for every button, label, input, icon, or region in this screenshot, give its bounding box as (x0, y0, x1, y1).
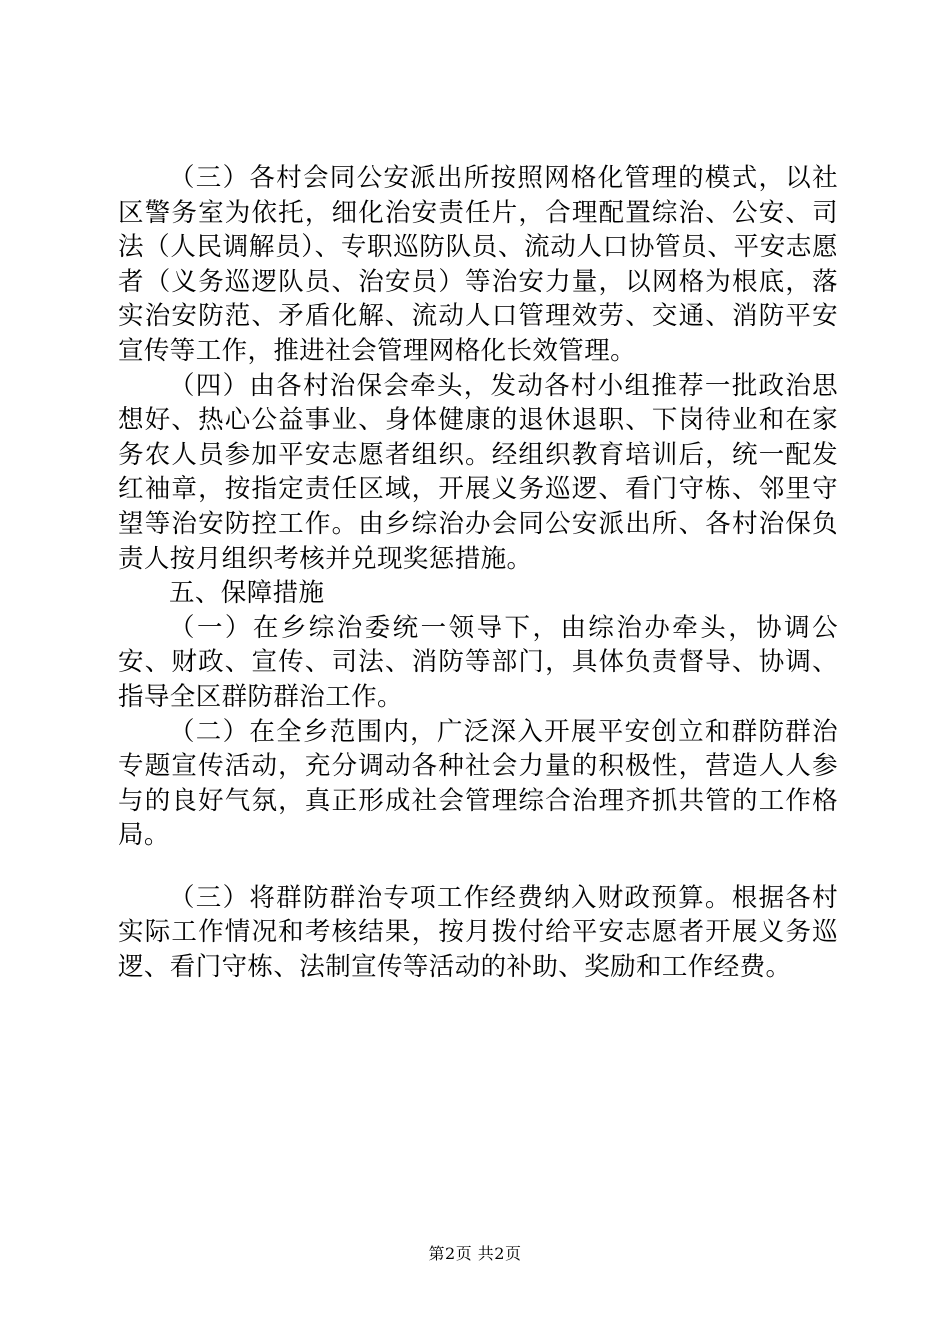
paragraph-unified-leadership: （一）在乡综治委统一领导下，由综治办牵头，协调公安、财政、宣传、司法、消防等部门，具体负责督导、协调、指导全区群防群治工作。 (118, 612, 838, 712)
paragraph-spacer (118, 853, 838, 881)
paragraph-volunteer-organization: （四）由各村治保会牵头，发动各村小组推荐一批政治思想好、热心公益事业、身体健康的退休退职、下岗待业和在家务农人员参加平安志愿者组织。经组织教育培训后，统一配发红袖章，按指定责任区域，开展义务巡逻、看门守栋、邻里守望等治安防控工作。由乡综治办会同公安派出所、各村治保负责人按月组织考核并兑现奖惩措施。 (118, 370, 838, 574)
paragraph-publicity-campaign: （二）在全乡范围内，广泛深入开展平安创立和群防群治专题宣传活动，充分调动各种社会力量的积极性，营造人人参与的良好气氛，真正形成社会管理综合治理齐抓共管的工作格局。 (118, 716, 838, 851)
section-heading-safeguards: 五、保障措施 (169, 578, 325, 609)
document-body (118, 161, 838, 985)
paragraph-funding-budget: （三）将群防群治专项工作经费纳入财政预算。根据各村实际工作情况和考核结果，按月拨付给平安志愿者开展义务巡逻、看门守栋、法制宣传等活动的补助、奖励和工作经费。 (118, 882, 838, 983)
page-footer: 第2页 共2页 (428, 1244, 522, 1263)
paragraph-village-grid-management: （三）各村会同公安派出所按照网格化管理的模式，以社区警务室为依托，细化治安责任片，合理配置综治、公安、司法（人民调解员）、专职巡防队员、流动人口协管员、平安志愿者（义务巡逻队员、治安员）等治安力量，以网格为根底，落实治安防范、矛盾化解、流动人口管理效劳、交通、消防平安宣传等工作，推进社会管理网格化长效管理。 (118, 163, 838, 366)
